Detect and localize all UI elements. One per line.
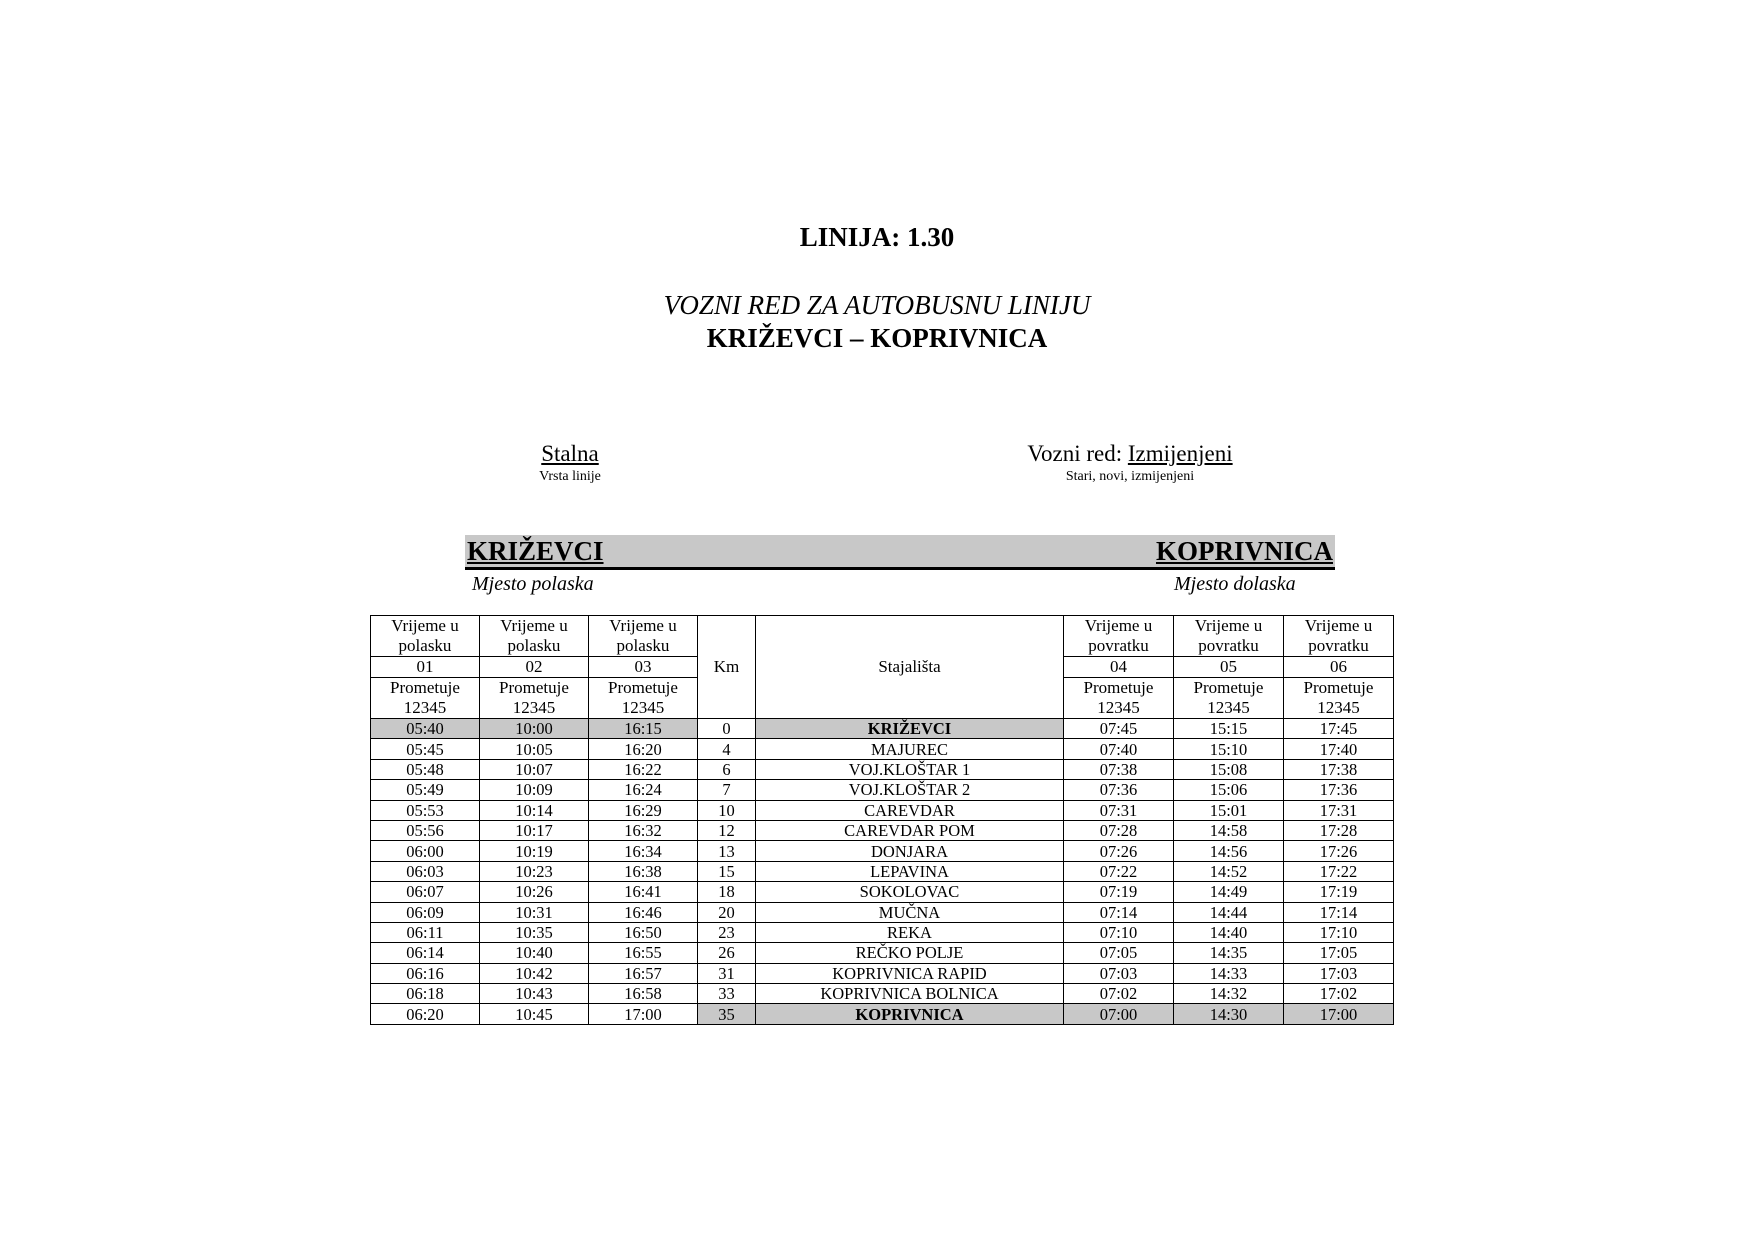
- depart-header-2: Vrijeme u polasku: [480, 616, 589, 657]
- depart-time: 06:00: [371, 841, 480, 861]
- schedule-label: Vozni red:: [1027, 441, 1128, 466]
- depart-time: 16:29: [589, 800, 698, 820]
- stop-name: MUČNA: [756, 902, 1064, 922]
- return-time: 14:49: [1174, 882, 1284, 902]
- return-time: 17:05: [1284, 943, 1394, 963]
- line-type-value: Stalna: [541, 441, 599, 466]
- table-row: [371, 780, 1394, 800]
- depart-time: 06:03: [371, 861, 480, 881]
- table-row: [371, 1004, 1394, 1024]
- stop-name: REKA: [756, 922, 1064, 942]
- table-row: [371, 739, 1394, 759]
- depart-time: 16:57: [589, 963, 698, 983]
- return-time: 07:38: [1064, 759, 1174, 779]
- schedule-type-block: [980, 441, 1280, 485]
- origin-place: KRIŽEVCI: [467, 536, 604, 566]
- runs-label: Prometuje: [390, 678, 460, 697]
- depart-time: 10:45: [480, 1004, 589, 1024]
- depart-time: 16:24: [589, 780, 698, 800]
- line-type-block: [500, 441, 640, 485]
- depart-time: 16:34: [589, 841, 698, 861]
- return-time: 17:14: [1284, 902, 1394, 922]
- km-value: 4: [698, 739, 756, 759]
- depart-time: 05:40: [371, 719, 480, 739]
- return-time: 17:40: [1284, 739, 1394, 759]
- depart-num-3: 03: [589, 657, 698, 678]
- km-value: 31: [698, 963, 756, 983]
- timetable: [370, 615, 1394, 1025]
- runs-days: 12345: [403, 698, 447, 717]
- km-value: 35: [698, 1004, 756, 1024]
- return-time: 15:06: [1174, 780, 1284, 800]
- table-row: [371, 759, 1394, 779]
- depart-time: 16:15: [589, 719, 698, 739]
- depart-time: 10:09: [480, 780, 589, 800]
- return-time: 15:08: [1174, 759, 1284, 779]
- depart-num-2: 02: [480, 657, 589, 678]
- return-time: 17:03: [1284, 963, 1394, 983]
- depart-time: 16:20: [589, 739, 698, 759]
- depart-time: 05:53: [371, 800, 480, 820]
- km-value: 12: [698, 820, 756, 840]
- depart-time: 06:09: [371, 902, 480, 922]
- stop-name: KRIŽEVCI: [756, 719, 1064, 739]
- runs-label: Prometuje: [608, 678, 678, 697]
- km-value: 33: [698, 984, 756, 1004]
- return-time: 17:22: [1284, 861, 1394, 881]
- route-title: KRIŽEVCI – KOPRIVNICA: [706, 323, 1048, 353]
- depart-header-3: Vrijeme u polasku: [589, 616, 698, 657]
- return-time: 14:32: [1174, 984, 1284, 1004]
- return-time: 07:40: [1064, 739, 1174, 759]
- return-time: 07:19: [1064, 882, 1174, 902]
- runs-days: 12345: [512, 698, 556, 717]
- return-time: 07:02: [1064, 984, 1174, 1004]
- runs-days: 12345: [1097, 698, 1140, 717]
- return-time: 17:26: [1284, 841, 1394, 861]
- return-time: 07:10: [1064, 922, 1174, 942]
- depart-time: 16:38: [589, 861, 698, 881]
- table-row: [371, 719, 1394, 739]
- return-time: 07:31: [1064, 800, 1174, 820]
- return-header-1: Vrijeme u povratku: [1064, 616, 1174, 657]
- destination-place: KOPRIVNICA: [1155, 536, 1333, 566]
- return-time: 14:52: [1174, 861, 1284, 881]
- depart-num-1: 01: [371, 657, 480, 678]
- return-time: 14:40: [1174, 922, 1284, 942]
- table-row: [371, 800, 1394, 820]
- km-value: 0: [698, 719, 756, 739]
- depart-time: 06:07: [371, 882, 480, 902]
- stop-name: VOJ.KLOŠTAR 1: [756, 759, 1064, 779]
- runs-days: 12345: [621, 698, 665, 717]
- table-row: [371, 984, 1394, 1004]
- stop-name: CAREVDAR POM: [756, 820, 1064, 840]
- stop-name: KOPRIVNICA RAPID: [756, 963, 1064, 983]
- return-time: 14:30: [1174, 1004, 1284, 1024]
- return-num-3: 06: [1284, 657, 1394, 678]
- return-time: 07:14: [1064, 902, 1174, 922]
- return-time: 17:10: [1284, 922, 1394, 942]
- depart-time: 10:43: [480, 984, 589, 1004]
- table-row: [371, 922, 1394, 942]
- km-value: 7: [698, 780, 756, 800]
- depart-time: 10:19: [480, 841, 589, 861]
- destination-caption: Mjesto dolaska: [1174, 573, 1296, 595]
- depart-time: 06:16: [371, 963, 480, 983]
- depart-time: 16:41: [589, 882, 698, 902]
- depart-time: 05:49: [371, 780, 480, 800]
- table-row: [371, 902, 1394, 922]
- stop-name: SOKOLOVAC: [756, 882, 1064, 902]
- depart-time: 10:14: [480, 800, 589, 820]
- return-num-2: 05: [1174, 657, 1284, 678]
- return-time: 17:31: [1284, 800, 1394, 820]
- depart-time: 10:07: [480, 759, 589, 779]
- stop-name: KOPRIVNICA BOLNICA: [756, 984, 1064, 1004]
- depart-time: 16:46: [589, 902, 698, 922]
- origin-caption: Mjesto polaska: [472, 573, 594, 595]
- table-row: [371, 841, 1394, 861]
- schedule-caption: Stari, novi, izmijenjeni: [1065, 469, 1195, 484]
- runs-cell: [1174, 678, 1284, 719]
- stop-name: CAREVDAR: [756, 800, 1064, 820]
- return-time: 17:45: [1284, 719, 1394, 739]
- schedule-value: Izmijenjeni: [1127, 441, 1233, 466]
- runs-label: Prometuje: [499, 678, 569, 697]
- runs-days: 12345: [1207, 698, 1250, 717]
- runs-label: Prometuje: [1303, 678, 1374, 697]
- depart-time: 10:26: [480, 882, 589, 902]
- table-row: [371, 820, 1394, 840]
- return-time: 17:19: [1284, 882, 1394, 902]
- stop-name: DONJARA: [756, 841, 1064, 861]
- depart-time: 10:05: [480, 739, 589, 759]
- depart-time: 05:48: [371, 759, 480, 779]
- stop-name: KOPRIVNICA: [756, 1004, 1064, 1024]
- return-time: 14:58: [1174, 820, 1284, 840]
- return-time: 14:35: [1174, 943, 1284, 963]
- km-value: 13: [698, 841, 756, 861]
- km-header: Km: [698, 616, 756, 719]
- depart-time: 10:42: [480, 963, 589, 983]
- return-time: 17:00: [1284, 1004, 1394, 1024]
- depart-time: 10:31: [480, 902, 589, 922]
- depart-time: 05:45: [371, 739, 480, 759]
- stop-name: MAJUREC: [756, 739, 1064, 759]
- return-num-1: 04: [1064, 657, 1174, 678]
- return-time: 15:15: [1174, 719, 1284, 739]
- return-time: 15:01: [1174, 800, 1284, 820]
- line-type-caption: Vrsta linije: [539, 469, 601, 484]
- depart-time: 10:00: [480, 719, 589, 739]
- return-time: 07:28: [1064, 820, 1174, 840]
- return-time: 07:45: [1064, 719, 1174, 739]
- stops-header: Stajališta: [756, 616, 1064, 719]
- depart-time: 16:50: [589, 922, 698, 942]
- table-row: [371, 861, 1394, 881]
- return-time: 07:22: [1064, 861, 1174, 881]
- line-title: LINIJA: 1.30: [799, 222, 955, 252]
- return-time: 14:33: [1174, 963, 1284, 983]
- depart-time: 10:23: [480, 861, 589, 881]
- stop-name: REČKO POLJE: [756, 943, 1064, 963]
- depart-time: 17:00: [589, 1004, 698, 1024]
- depart-time: 10:17: [480, 820, 589, 840]
- runs-cell: [589, 678, 698, 719]
- return-time: 17:38: [1284, 759, 1394, 779]
- depart-time: 16:22: [589, 759, 698, 779]
- depart-time: 10:40: [480, 943, 589, 963]
- runs-days: 12345: [1317, 698, 1360, 717]
- runs-cell: [371, 678, 480, 719]
- km-value: 20: [698, 902, 756, 922]
- return-time: 07:00: [1064, 1004, 1174, 1024]
- km-value: 15: [698, 861, 756, 881]
- return-time: 14:56: [1174, 841, 1284, 861]
- table-row: [371, 963, 1394, 983]
- table-row: [371, 882, 1394, 902]
- return-time: 17:02: [1284, 984, 1394, 1004]
- km-value: 18: [698, 882, 756, 902]
- return-time: 15:10: [1174, 739, 1284, 759]
- return-time: 07:36: [1064, 780, 1174, 800]
- route-bar: [465, 535, 1335, 570]
- runs-cell: [480, 678, 589, 719]
- return-time: 07:05: [1064, 943, 1174, 963]
- depart-time: 16:55: [589, 943, 698, 963]
- return-header-3: Vrijeme u povratku: [1284, 616, 1394, 657]
- return-time: 14:44: [1174, 902, 1284, 922]
- return-time: 17:36: [1284, 780, 1394, 800]
- runs-cell: [1064, 678, 1174, 719]
- return-time: 17:28: [1284, 820, 1394, 840]
- return-time: 07:26: [1064, 841, 1174, 861]
- depart-time: 16:32: [589, 820, 698, 840]
- table-row: [371, 943, 1394, 963]
- depart-time: 10:35: [480, 922, 589, 942]
- return-header-2: Vrijeme u povratku: [1174, 616, 1284, 657]
- runs-cell: [1284, 678, 1394, 719]
- stop-name: VOJ.KLOŠTAR 2: [756, 780, 1064, 800]
- depart-time: 06:11: [371, 922, 480, 942]
- runs-label: Prometuje: [1193, 678, 1264, 697]
- stop-name: LEPAVINA: [756, 861, 1064, 881]
- depart-time: 06:14: [371, 943, 480, 963]
- depart-time: 06:18: [371, 984, 480, 1004]
- return-time: 07:03: [1064, 963, 1174, 983]
- depart-time: 05:56: [371, 820, 480, 840]
- km-value: 23: [698, 922, 756, 942]
- document-subtitle: VOZNI RED ZA AUTOBUSNU LINIJU: [663, 290, 1091, 320]
- depart-time: 16:58: [589, 984, 698, 1004]
- km-value: 26: [698, 943, 756, 963]
- depart-header-1: Vrijeme u polasku: [371, 616, 480, 657]
- km-value: 10: [698, 800, 756, 820]
- km-value: 6: [698, 759, 756, 779]
- runs-label: Prometuje: [1083, 678, 1154, 697]
- depart-time: 06:20: [371, 1004, 480, 1024]
